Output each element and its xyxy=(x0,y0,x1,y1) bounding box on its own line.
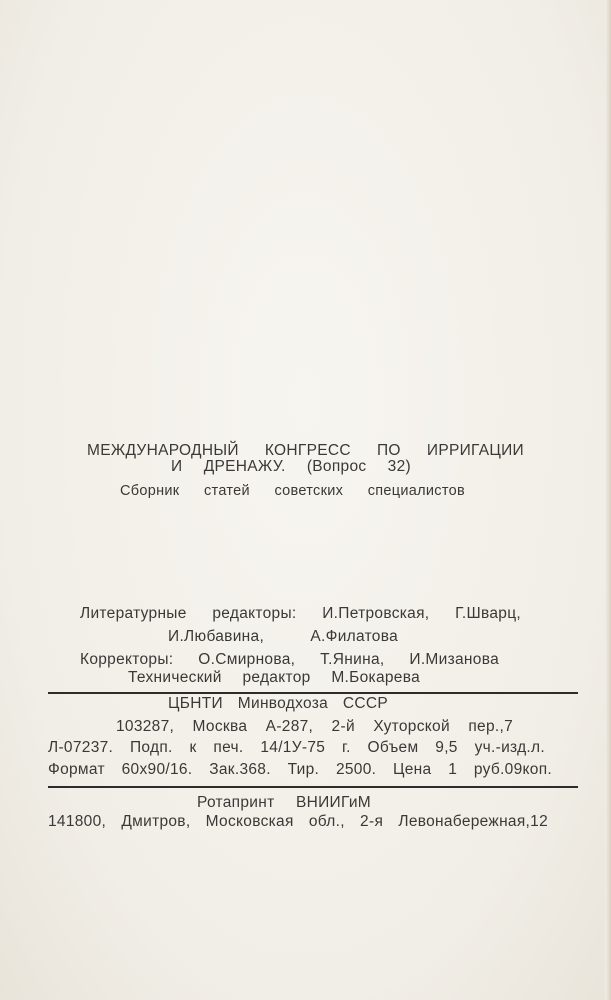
technical-editor: Технический редактор М.Бокарева xyxy=(128,669,420,686)
divider-rule xyxy=(48,786,578,788)
publisher-address: 103287, Москва А-287, 2-й Хуторской пер.,7 xyxy=(116,718,513,735)
divider-rule xyxy=(48,692,578,694)
imprint-line-2: Формат 60х90/16. Зак.368. Тир. 2500. Цена 1 руб.09коп. xyxy=(48,761,552,778)
proofreaders: Корректоры: О.Смирнова, Т.Янина, И.Мизанова xyxy=(80,651,499,668)
publisher-name: ЦБНТИ Минводхоза СССР xyxy=(168,695,388,712)
subtitle: Сборник статей советских специалистов xyxy=(120,483,465,499)
title-line-1: МЕЖДУНАРОДНЫЙ КОНГРЕСС ПО ИРРИГАЦИИ xyxy=(87,442,524,459)
imprint-line-1: Л-07237. Подп. к печ. 14/1У-75 г. Объем 9,5 уч.-изд.л. xyxy=(48,739,545,756)
page-edge xyxy=(605,0,611,1000)
printer-name: Ротапринт ВНИИГиМ xyxy=(197,794,371,811)
printer-address: 141800, Дмитров, Московская обл., 2-я Левонабережная,12 xyxy=(48,813,548,830)
literary-editors-line-1: Литературные редакторы: И.Петровская, Г.Шварц, xyxy=(80,605,521,622)
literary-editors-line-2: И.Любавина, А.Филатова xyxy=(168,628,398,645)
title-line-2: И ДРЕНАЖУ. (Вопрос 32) xyxy=(171,458,411,475)
